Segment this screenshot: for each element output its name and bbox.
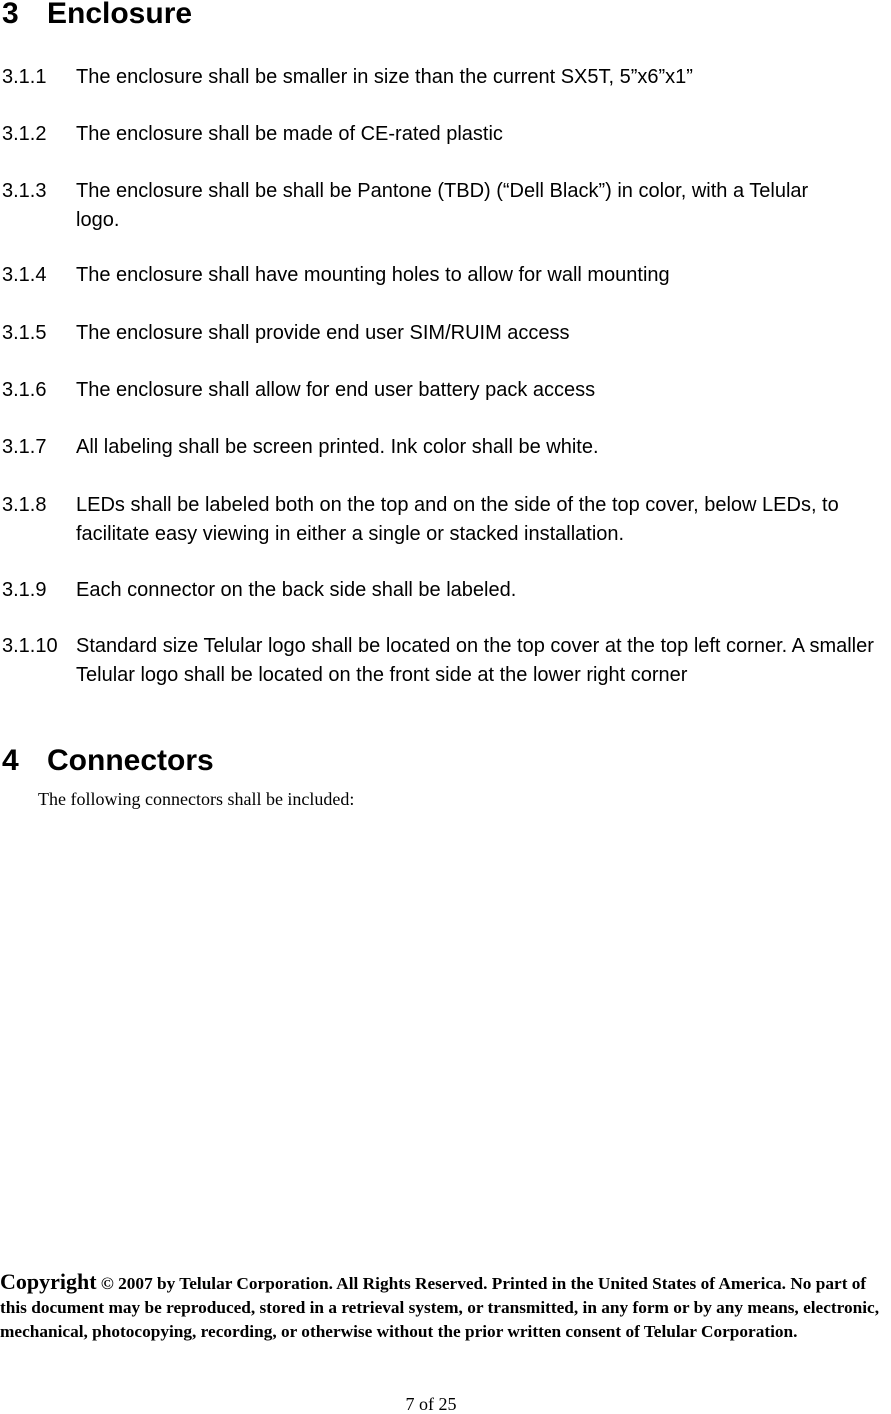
item-number: 3.1.8 [2, 494, 47, 516]
item-text: The enclosure shall be smaller in size than the current SX5T, 5”x6”x1” [76, 66, 693, 88]
item-text: The enclosure shall allow for end user battery pack access [76, 379, 596, 401]
item-text: LEDs shall be labeled both on the top and on the side of the top cover, below LEDs, to facilitate easy viewing in either a single or stacked installation. [76, 494, 839, 545]
item-text: The enclosure shall be shall be Pantone (TBD) (“Dell Black”) in color, with a Telular logo. [76, 180, 809, 231]
section-3-title: Enclosure [47, 0, 193, 30]
item-text: All labeling shall be screen printed. Ink color shall be white. [76, 436, 599, 458]
section-4-heading [2, 744, 402, 778]
copyright-notice [0, 1270, 891, 1344]
list-item [2, 120, 888, 149]
item-number: 3.1.10 [2, 635, 58, 657]
section-4-intro: The following connectors shall be included: [38, 789, 355, 809]
section-3-heading [2, 0, 402, 31]
list-item [2, 63, 888, 92]
section-4-title: Connectors [47, 744, 214, 777]
list-item [2, 632, 891, 690]
item-number: 3.1.7 [2, 436, 47, 458]
item-text: The enclosure shall be made of CE-rated plastic [76, 123, 503, 145]
item-text: The enclosure shall have mounting holes to allow for wall mounting [76, 264, 670, 286]
list-item [2, 177, 888, 235]
copyright-lead: Copyright [0, 1269, 97, 1294]
item-text: Each connector on the back side shall be labeled. [76, 579, 517, 601]
item-number: 3.1.1 [2, 66, 47, 88]
list-item [2, 433, 888, 462]
list-item [2, 319, 888, 348]
item-number: 3.1.9 [2, 579, 47, 601]
item-number: 3.1.4 [2, 264, 47, 286]
list-item [2, 576, 888, 605]
copyright-text: 2007 by Telular Corporation. All Rights Reserved. Printed in the United States of America. No part of this document may be reproduced, stored in a retrieval system, or transmitted, in any form or by any means, electronic, mechanical, photocopying, recording, or otherwise without the prior written consent of Telular Corporation. [0, 1274, 880, 1341]
section-3-number: 3 [2, 0, 19, 30]
list-item [2, 261, 888, 290]
page-number: 7 of 25 [405, 1394, 457, 1414]
item-text: Standard size Telular logo shall be located on the top cover at the top left corner. A smaller Telular logo shall be located on the front side at the lower right corner [76, 635, 874, 686]
item-number: 3.1.2 [2, 123, 47, 145]
item-number: 3.1.5 [2, 322, 47, 344]
list-item [2, 491, 888, 549]
item-number: 3.1.6 [2, 379, 47, 401]
copyright-symbol: © [100, 1274, 114, 1293]
section-4-number: 4 [2, 744, 19, 777]
item-number: 3.1.3 [2, 180, 47, 202]
list-item [2, 376, 888, 405]
item-text: The enclosure shall provide end user SIM/RUIM access [76, 322, 570, 344]
